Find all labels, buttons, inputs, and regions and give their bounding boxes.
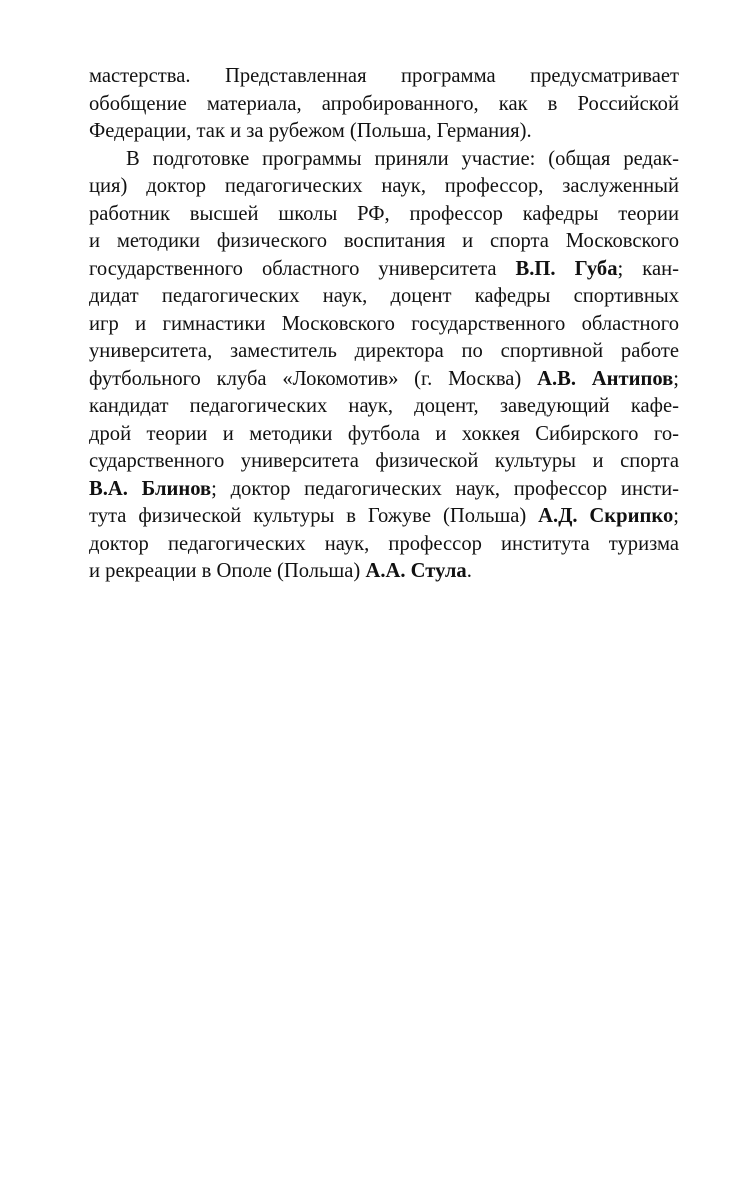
text-segment: тута физической культуры в Гожуве (Польша) (89, 505, 527, 527)
text-line: и методики физического воспитания и спорта Московского (89, 230, 679, 252)
author-name-guba: В.П. Губа (515, 257, 618, 280)
text-segment: государственного областного университета (89, 257, 497, 280)
text-segment: . (466, 560, 472, 582)
text-segment: ; (673, 505, 679, 527)
text-line (89, 558, 679, 586)
text-line: В подготовке программы приняли участие: (общая редак- (126, 147, 679, 170)
text-segment: ; доктор педагогических наук, профессор инсти- (211, 477, 679, 500)
text-line: доктор педагогических наук, профессор института туризма (89, 532, 679, 555)
text-segment: футбольного клуба «Локомотив» (г. Москва) (89, 367, 522, 390)
text-line: кандидат педагогических наук, доцент, заведующий кафе- (89, 395, 679, 417)
author-name-stula: А.А. Стула (365, 560, 467, 582)
text-line (89, 366, 679, 394)
document-page (89, 63, 679, 586)
text-line: дрой теории и методики футбола и хоккея Сибирского го- (89, 422, 679, 445)
text-line: игр и гимнастики Московского государственного областного (89, 312, 679, 335)
text-line: дидат педагогических наук, доцент кафедры спортивных (89, 285, 679, 307)
text-line: обобщение материала, апробированного, как в Российской (89, 92, 679, 115)
text-line (89, 256, 679, 284)
text-line: мастерства. Представленная программа предусматривает (89, 65, 679, 87)
text-line (89, 476, 679, 504)
text-line: сударственного университета физической культуры и спорта (89, 450, 679, 472)
text-segment: ; кан- (617, 257, 679, 280)
text-line: университета, заместитель директора по спортивной работе (89, 340, 679, 362)
text-line: Федерации, так и за рубежом (Польша, Германия). (89, 120, 532, 142)
text-line: работник высшей школы РФ, профессор кафедры теории (89, 202, 679, 225)
text-segment: и рекреации в Ополе (Польша) (89, 560, 361, 582)
text-line (89, 503, 679, 531)
paragraph-intro (89, 63, 679, 146)
paragraph-contributors (89, 146, 679, 586)
text-segment: ; (673, 367, 679, 390)
author-name-antipov: А.В. Антипов (537, 367, 674, 390)
author-name-blinov: В.А. Блинов (89, 477, 212, 500)
author-name-skripko: А.Д. Скрипко (538, 505, 674, 527)
text-line: ция) доктор педагогических наук, профессор, заслуженный (89, 175, 679, 197)
